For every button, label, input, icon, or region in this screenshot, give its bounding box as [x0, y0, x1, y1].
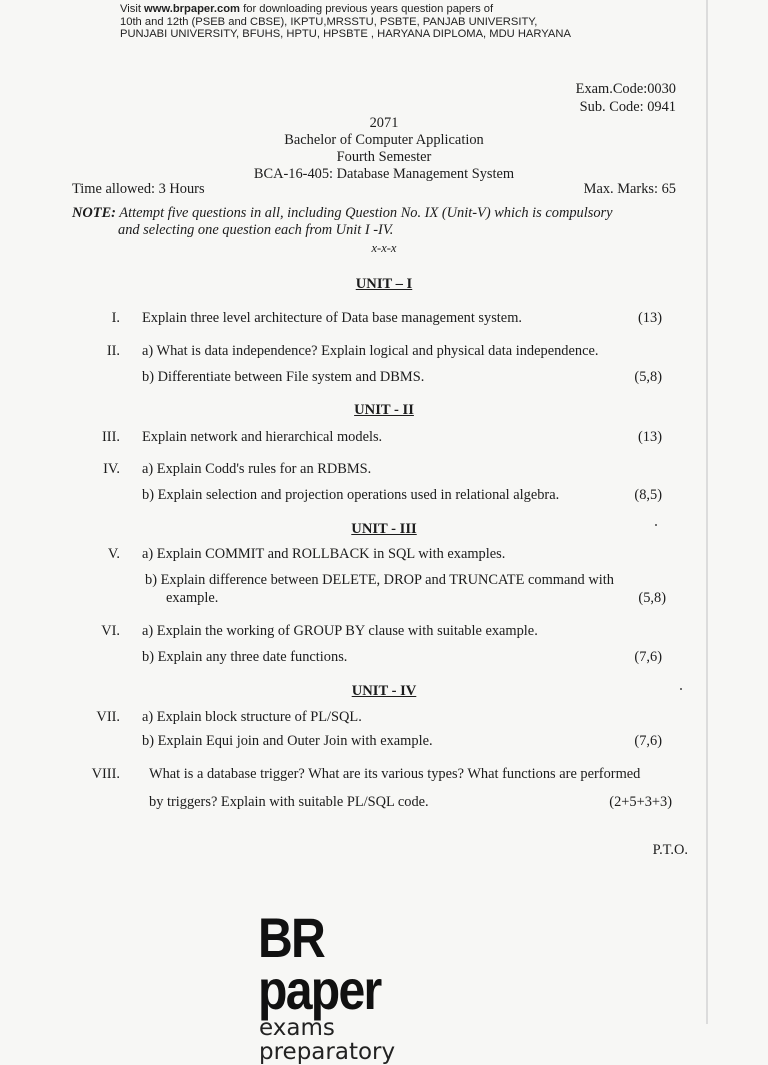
br-paper-logo — [258, 906, 478, 1065]
watermark-line — [120, 3, 680, 16]
question-marks: (13) — [638, 310, 662, 326]
watermark-text: PUNJABI UNIVERSITY, BFUHS, HPTU, HPSBTE , HARYANA DIPLOMA, MDU HARYANA — [120, 28, 571, 41]
instructions-note — [72, 205, 692, 239]
question-marks: (8,5) — [634, 487, 662, 503]
question-text: Explain three level architecture of Data base management system. — [142, 310, 522, 326]
question-text: b) Explain selection and projection operations used in relational algebra. — [142, 487, 560, 503]
question-number: III. — [102, 429, 120, 445]
question-marks: (2+5+3+3) — [609, 794, 672, 810]
question-marks: (7,6) — [634, 649, 662, 665]
pto-note: P.T.O. — [652, 842, 688, 858]
watermark-url[interactable]: www.brpaper.com — [144, 3, 240, 15]
question-text: a) Explain the working of GROUP BY clause with suitable example. — [142, 623, 538, 639]
time-marks-row — [72, 181, 676, 198]
note-line: Attempt five questions in all, including Question No. IX (Unit-V) which is compulsory — [115, 205, 613, 221]
question-number: I. — [111, 310, 120, 326]
note-line: and selecting one question each from Unit I -IV. — [118, 222, 394, 238]
question-number: IV. — [103, 461, 120, 477]
watermark-line — [120, 16, 680, 29]
note-label: NOTE: — [72, 205, 116, 221]
watermark-text: 10th and 12th (PSEB and CBSE), IKPTU,MRSSTU, PSBTE, PANJAB UNIVERSITY, — [120, 15, 538, 28]
exam-title-block — [0, 115, 768, 183]
question-number: VII. — [96, 709, 120, 725]
max-marks: Max. Marks: 65 — [583, 181, 676, 197]
question-number: VI. — [101, 623, 120, 639]
logo-subtitle: exams preparatory — [259, 1015, 396, 1065]
separator: x-x-x — [371, 241, 397, 255]
question-text: a) Explain COMMIT and ROLLBACK in SQL with examples. — [142, 546, 506, 562]
question-text: b) Explain Equi join and Outer Join with example. — [142, 733, 433, 749]
question-marks: (5,8) — [638, 590, 666, 606]
watermark-text: Visit — [120, 3, 145, 15]
unit-heading: UNIT - IV — [351, 683, 417, 699]
question-text: example. — [166, 590, 219, 606]
exam-year: 2071 — [369, 115, 399, 131]
time-allowed: Time allowed: 3 Hours — [72, 181, 205, 197]
question-marks: (13) — [638, 429, 662, 445]
question-number: II. — [106, 343, 120, 359]
question-text: a) What is data independence? Explain logical and physical data independence. — [142, 343, 599, 359]
question-number: V. — [107, 546, 120, 562]
question-text: What is a database trigger? What are its various types? What functions are performed — [149, 766, 641, 782]
question-text: b) Differentiate between File system and DBMS. — [142, 369, 425, 385]
question-text: by triggers? Explain with suitable PL/SQL code. — [149, 794, 429, 810]
watermark-line — [120, 28, 680, 41]
unit-heading: UNIT - II — [354, 402, 414, 418]
scan-speck — [655, 524, 657, 526]
question-marks: (5,8) — [634, 369, 662, 385]
question-text: a) Explain block structure of PL/SQL. — [142, 709, 362, 725]
subject-code: Sub. Code: 0941 — [579, 99, 676, 115]
unit-heading: UNIT - III — [351, 521, 417, 537]
paper-title: BCA-16-405: Database Management System — [253, 166, 515, 182]
semester: Fourth Semester — [336, 149, 432, 165]
exam-code: Exam.Code:0030 — [575, 81, 676, 97]
question-marks: (7,6) — [634, 733, 662, 749]
watermark-text: for downloading previous years question papers of — [240, 3, 494, 15]
question-text: Explain network and hierarchical models. — [142, 429, 383, 445]
unit-heading: UNIT – I — [355, 276, 413, 292]
question-text: b) Explain any three date functions. — [142, 649, 348, 665]
scan-speck — [680, 688, 682, 690]
exam-codes — [576, 80, 676, 116]
question-text: a) Explain Codd's rules for an RDBMS. — [142, 461, 372, 477]
course-name: Bachelor of Computer Application — [284, 132, 484, 148]
logo-title: BR paper — [258, 906, 381, 1021]
site-watermark — [120, 3, 680, 41]
question-text: b) Explain difference between DELETE, DROP and TRUNCATE command with — [145, 572, 614, 588]
question-number: VIII. — [91, 766, 120, 782]
